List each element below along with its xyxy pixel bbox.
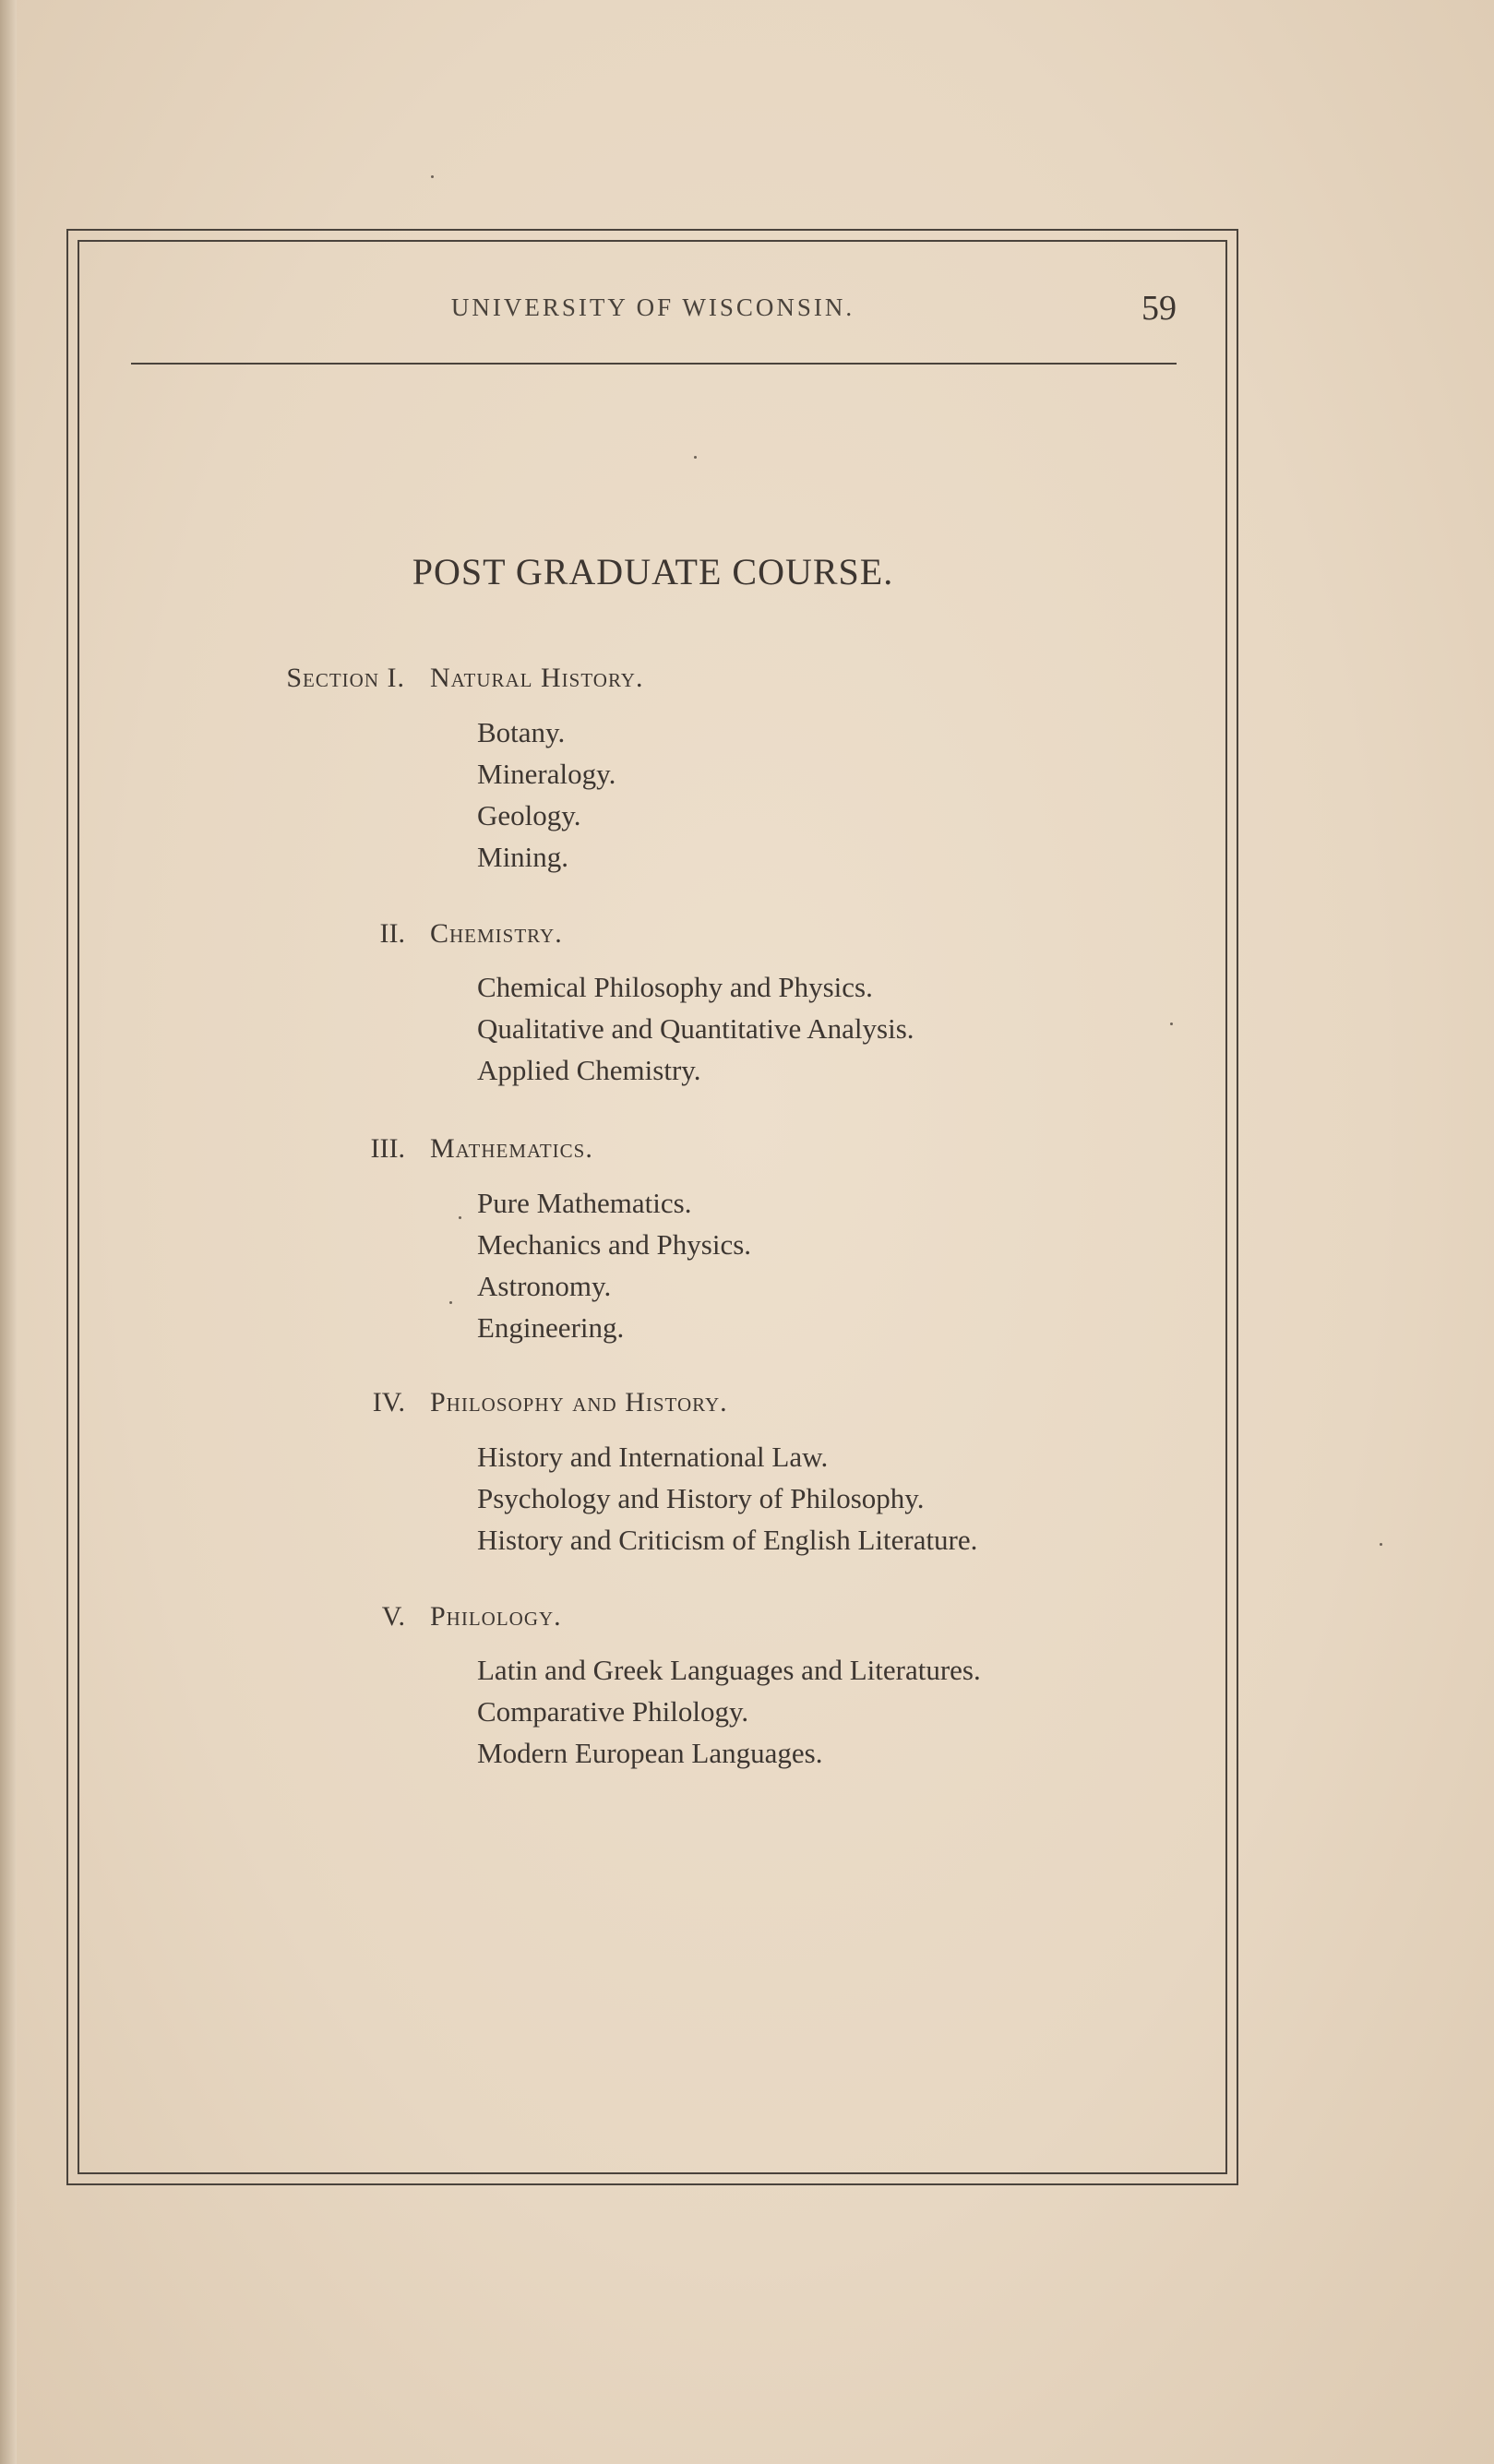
paper-speck xyxy=(1380,1543,1382,1546)
section-heading: Philosophy and History. xyxy=(430,1387,728,1417)
course-item: Comparative Philology. xyxy=(477,1695,749,1728)
header-rule xyxy=(131,363,1177,365)
section-heading-row xyxy=(0,1133,1494,1170)
section-label: V. xyxy=(381,1601,405,1632)
section-heading-row xyxy=(0,918,1494,955)
course-item: Mineralogy. xyxy=(477,758,616,790)
paper-speck xyxy=(459,1216,461,1219)
page-title: POST GRADUATE COURSE. xyxy=(412,551,894,592)
section-label: III. xyxy=(370,1133,405,1164)
course-item: Mining. xyxy=(477,841,569,873)
section-heading-row xyxy=(0,1387,1494,1424)
course-item: Geology. xyxy=(477,799,581,831)
course-item: Astronomy. xyxy=(477,1270,612,1302)
section-heading-row xyxy=(0,1601,1494,1638)
section-label: II. xyxy=(379,918,405,949)
course-item: Chemical Philosophy and Physics. xyxy=(477,971,873,1003)
running-head-title: UNIVERSITY OF WISCONSIN. xyxy=(450,293,855,321)
section-label: IV. xyxy=(372,1387,405,1417)
section-heading: Natural History. xyxy=(430,663,644,693)
course-item: Psychology and History of Philosophy. xyxy=(477,1482,925,1514)
section-heading: Chemistry. xyxy=(430,918,563,949)
page-number: 59 xyxy=(1141,289,1177,328)
section-label: Section I. xyxy=(286,663,405,693)
course-item: History and International Law. xyxy=(477,1441,829,1473)
course-item: Qualitative and Quantitative Analysis. xyxy=(477,1012,914,1045)
section-heading: Mathematics. xyxy=(430,1133,593,1164)
paper-speck xyxy=(694,456,697,459)
paper-speck xyxy=(449,1301,452,1304)
course-item: Pure Mathematics. xyxy=(477,1187,692,1219)
running-head xyxy=(129,288,1177,334)
section-heading-row xyxy=(0,663,1494,700)
course-item: Modern European Languages. xyxy=(477,1737,823,1769)
section-heading: Philology. xyxy=(430,1601,562,1632)
course-item: Mechanics and Physics. xyxy=(477,1228,752,1261)
paper-speck xyxy=(1170,1023,1173,1025)
paper-speck xyxy=(431,175,434,178)
binding-edge xyxy=(0,0,17,2464)
course-item: Botany. xyxy=(477,716,566,748)
course-item: History and Criticism of English Literature. xyxy=(477,1524,978,1556)
course-item: Engineering. xyxy=(477,1311,625,1344)
course-item: Applied Chemistry. xyxy=(477,1054,701,1086)
course-item: Latin and Greek Languages and Literatures. xyxy=(477,1654,981,1686)
